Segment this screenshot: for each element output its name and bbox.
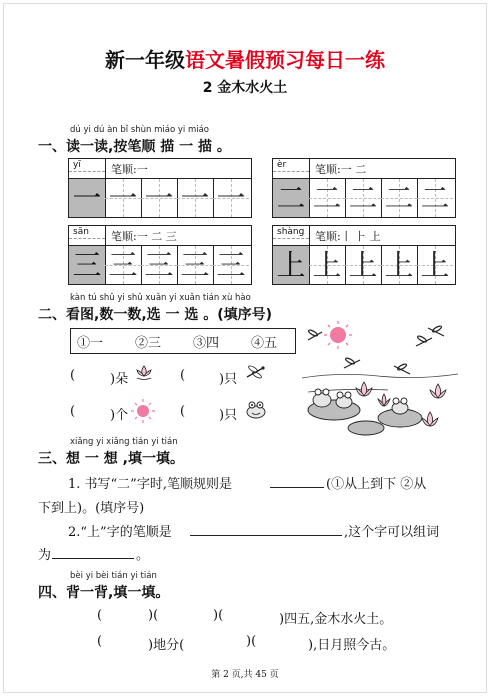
q2-text-b: ,这个字可以组词: [344, 525, 440, 540]
answer-frog-unit[interactable]: )只: [219, 408, 238, 423]
trace-char: 一: [216, 181, 246, 215]
s3-heading: 三、想 一 想 ,填一填。: [38, 451, 184, 467]
frog-icon: [244, 398, 268, 420]
s1-heading: 一、读一读,按笔顺 描 一 描 。: [38, 139, 231, 155]
lotus-icon: [134, 364, 154, 382]
option-1: ①一: [77, 336, 104, 351]
practice-box-er: [272, 158, 456, 218]
option-4: ④五: [251, 336, 278, 351]
trace-char: 三: [144, 248, 174, 282]
trace-char: 上: [384, 248, 414, 282]
answer-frog-open: (: [180, 404, 186, 419]
practice-box-san: [68, 225, 252, 285]
answer-sun-open: (: [70, 404, 76, 419]
box-pinyin: yī: [73, 160, 81, 170]
q1-options: (①从上到下 ②从: [326, 477, 427, 492]
stroke-order: 笔顺:一 二: [315, 163, 367, 176]
title-red: 语文暑假预习每日一练: [185, 48, 385, 72]
recite-line2-d[interactable]: ),日月照今古。: [308, 638, 396, 653]
options-box: [70, 328, 296, 354]
recite-line2-a: (: [97, 634, 103, 649]
s4-pinyin: bèi yi bèi tián yi tián: [70, 571, 157, 581]
trace-char: 二: [312, 181, 342, 215]
q2-stroke-blank[interactable]: [190, 535, 342, 536]
title-black: 新一年级: [105, 48, 185, 72]
box-pinyin: èr: [277, 160, 287, 170]
trace-char: 上: [312, 248, 342, 282]
answer-flower-unit[interactable]: )朵: [110, 372, 129, 387]
q2-text: 2.“上”字的笔顺是: [68, 525, 172, 540]
sun-icon: [324, 321, 352, 349]
trace-char: 三: [108, 248, 138, 282]
s3-pinyin: xiǎng yi xiǎng tián yi tián: [70, 437, 178, 447]
q1-text: 1. 书写“二”字时,笔顺规则是: [68, 477, 232, 492]
answer-dragonfly-open: (: [180, 368, 186, 383]
trace-char: 一: [180, 181, 210, 215]
trace-char: 上: [276, 248, 306, 282]
recite-line1-b[interactable]: )(: [148, 608, 159, 623]
option-3: ③四: [193, 336, 220, 351]
q2-word-blank[interactable]: [52, 558, 134, 559]
s1-pinyin: dú yi dú àn bǐ shùn miáo yi miáo: [70, 125, 210, 135]
option-2: ②三: [135, 336, 162, 351]
lesson-subtitle: 2 金木水火土: [202, 80, 288, 96]
s2-pinyin: kàn tú shǔ yi shǔ xuǎn yi xuǎn tián xù hào: [70, 293, 251, 303]
answer-dragonfly-unit[interactable]: )只: [219, 372, 238, 387]
trace-char: 上: [348, 248, 378, 282]
dragonfly-icon: [244, 364, 266, 380]
s2-heading: 二、看图,数一数,选 一 选 。(填序号): [38, 307, 273, 323]
answer-flower-open: (: [70, 368, 76, 383]
trace-char: 二: [420, 181, 450, 215]
trace-char: 一: [72, 181, 102, 215]
q2-end: 。: [136, 548, 150, 563]
stroke-order: 笔顺:一: [111, 163, 148, 176]
page-title: [0, 44, 490, 73]
trace-char: 一: [144, 181, 174, 215]
box-pinyin: sān: [73, 227, 89, 237]
recite-line2-b[interactable]: )地分(: [148, 638, 185, 653]
trace-char: 二: [348, 181, 378, 215]
recite-line1-a: (: [97, 608, 103, 623]
s4-heading: 四、背一背,填一填。: [38, 585, 170, 601]
trace-char: 三: [216, 248, 246, 282]
practice-box-shang: [272, 225, 456, 285]
stroke-order: 笔顺:丨 ⺊ 上: [315, 230, 381, 243]
trace-char: 上: [420, 248, 450, 282]
q1-answer-blank[interactable]: [270, 487, 324, 488]
stroke-order: 笔顺:一 二 三: [111, 230, 177, 243]
trace-char: 一: [108, 181, 138, 215]
q1-note: 下到上)。(填序号): [38, 501, 145, 516]
recite-line2-c[interactable]: )(: [246, 634, 257, 649]
trace-char: 二: [384, 181, 414, 215]
recite-line1-c[interactable]: )(: [213, 608, 224, 623]
sun-icon: [130, 398, 156, 424]
trace-char: 三: [72, 248, 102, 282]
box-pinyin: shàng: [277, 227, 305, 237]
trace-char: 三: [180, 248, 210, 282]
page-footer: 第 2 页,共 45 页: [211, 670, 279, 680]
practice-box-yi: [68, 158, 252, 218]
trace-char: 二: [276, 181, 306, 215]
answer-sun-unit[interactable]: )个: [110, 408, 129, 423]
q2-text-c: 为: [38, 548, 52, 563]
pond-illustration: [298, 318, 466, 440]
recite-line1-d[interactable]: )四五,金木水火土。: [279, 612, 393, 627]
